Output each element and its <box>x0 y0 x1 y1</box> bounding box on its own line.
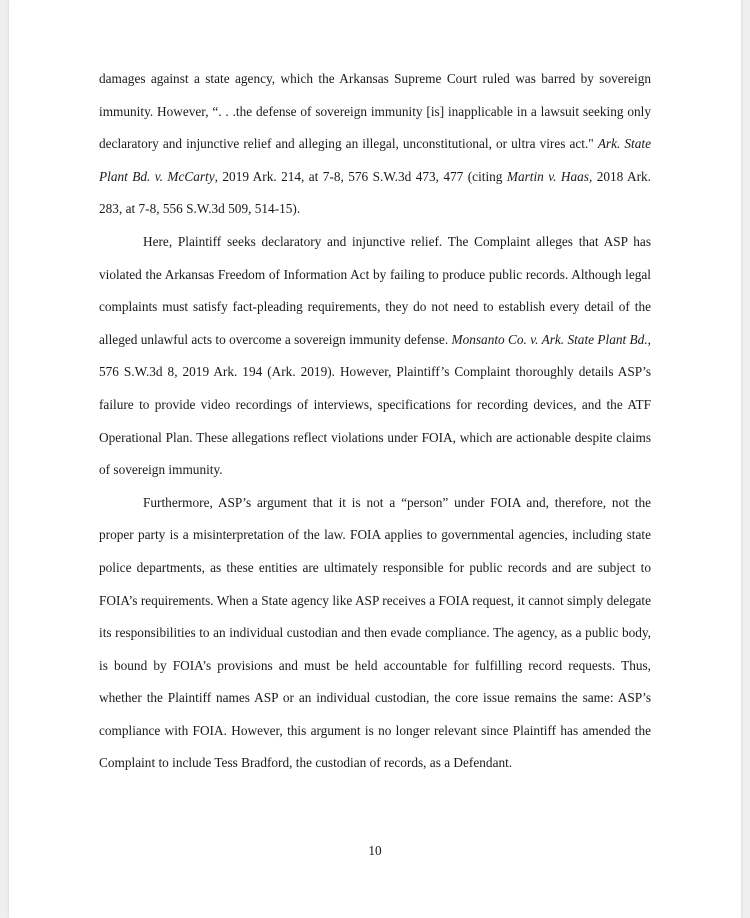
case-citation: Ark. State Plant Bd. v. McCarty <box>99 136 651 184</box>
document-page <box>9 0 741 918</box>
text-run: , 2019 Ark. 214, at 7-8, 576 S.W.3d 473, 477 (citing <box>214 168 507 184</box>
paragraph-foia-person <box>99 487 651 780</box>
text-run: damages against a state agency, which the Arkansas Supreme Court ruled was barred by sovereign immunity. However, “. . .the defense of sovereign immunity [is] inapplicable in a lawsuit seeking only declaratory and injunctive relief and alleging an illegal, unconstitutional, or ultra vires act." <box>99 71 651 152</box>
case-citation: Martin v. Haas <box>506 168 589 184</box>
text-run: Here, Plaintiff seeks declaratory and injunctive relief. The Complaint alleges that ASP has violated the Arkansas Freedom of Information Act by failing to produce public records. Although legal complaints must satisfy fact-pleading requirements, they do not need to establish every detail of the alleged unlawful acts to overcome a sovereign immunity defense. <box>99 233 651 347</box>
paragraph-declaratory-relief <box>99 226 651 487</box>
text-run: Furthermore, ASP’s argument that it is not a “person” under FOIA and, therefore, not the proper party is a misinterpretation of the law. FOIA applies to governmental agencies, including state police departments, as these entities are ultimately responsible for public records and are subject to FOIA’s requirements. When a State agency like ASP receives a FOIA request, it cannot simply delegate its responsibilities to an individual custodian and then evade compliance. The agency, as a public body, is bound by FOIA’s provisions and must be held accountable for fulfilling record requests. Thus, whether the Plaintiff names ASP or an individual custodian, the core issue remains the same: ASP’s compliance with FOIA. However, this argument is no longer relevant since Plaintiff has amended the Complaint to include Tess Bradford, the custodian of records, as a Defendant. <box>99 494 651 771</box>
text-run: , 2018 Ark. 283, at 7-8, 556 S.W.3d 509, 514-15). <box>99 168 651 217</box>
case-citation: Monsanto Co. v. Ark. State Plant Bd. <box>451 331 648 347</box>
document-body <box>99 63 651 780</box>
paragraph-sovereign-immunity <box>99 63 651 226</box>
page-number: 10 <box>368 843 382 858</box>
text-run: , 576 S.W.3d 8, 2019 Ark. 194 (Ark. 2019). However, Plaintiff’s Complaint thoroughly details ASP’s failure to provide video recordings of interviews, specifications for recording devices, and the ATF Operational Plan. These allegations reflect violations under FOIA, which are actionable despite claims of sovereign immunity. <box>99 331 651 478</box>
